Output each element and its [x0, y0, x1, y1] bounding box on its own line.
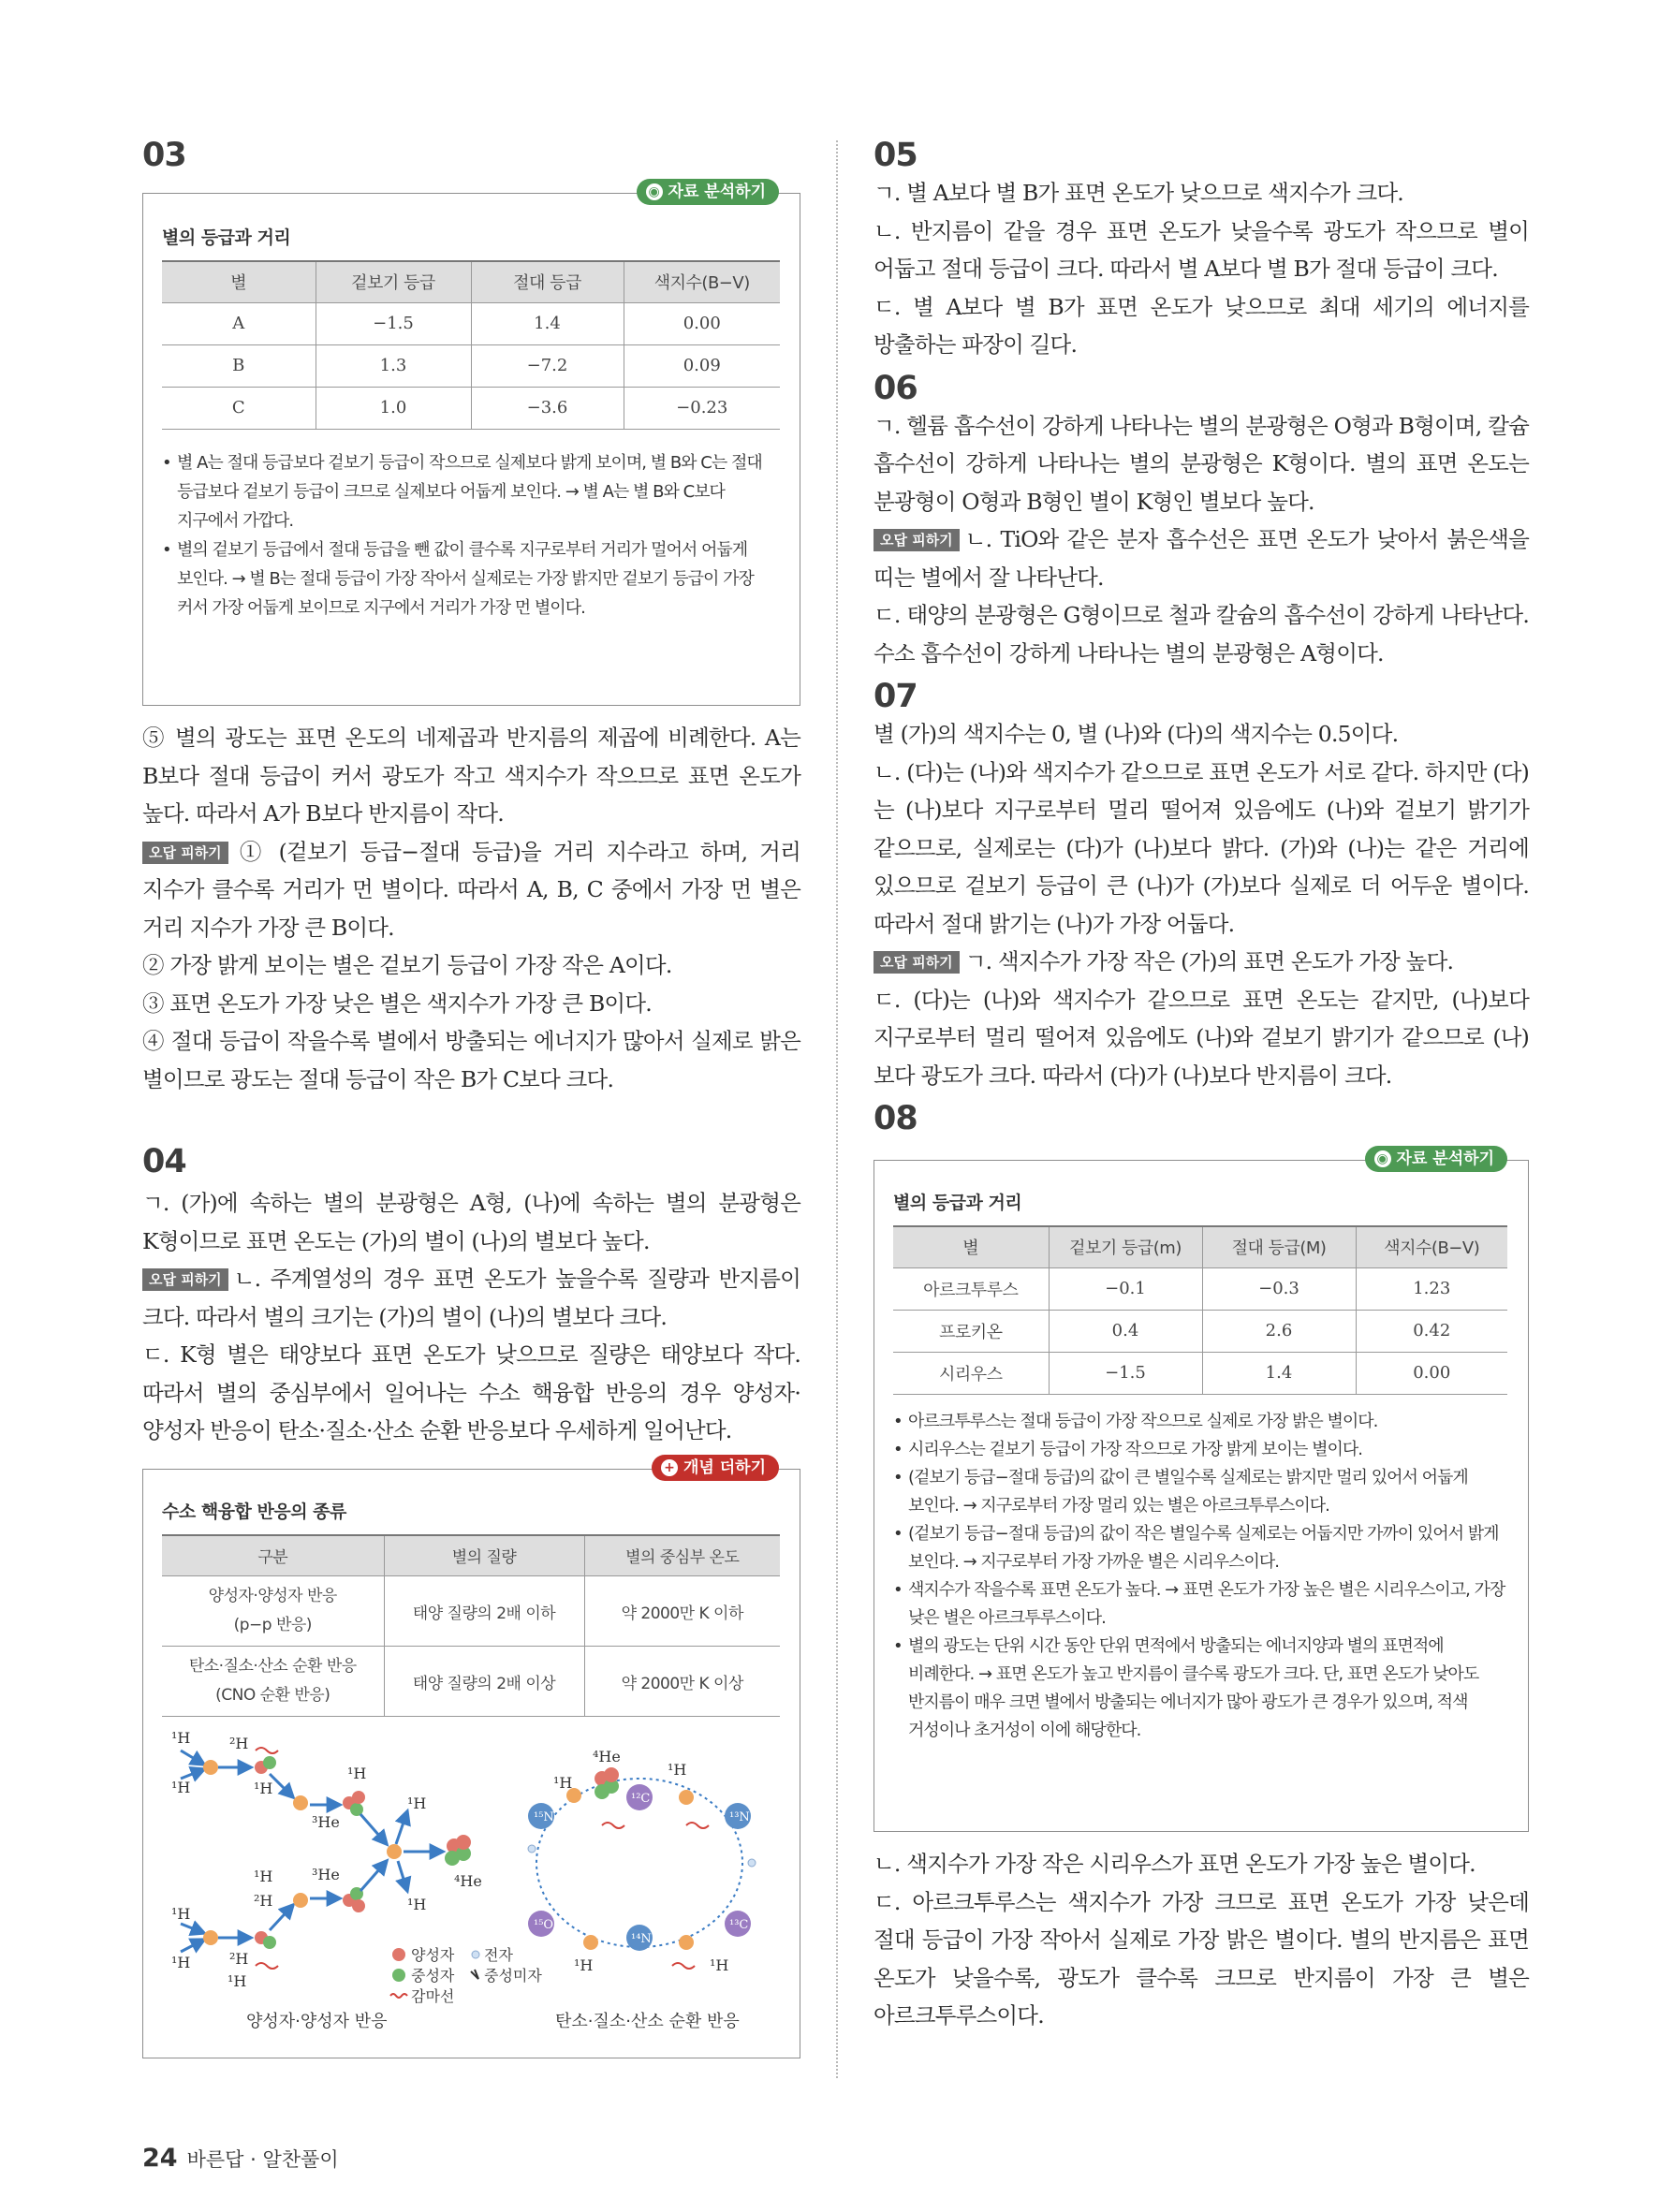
wrong-tag: 오답 피하기 [142, 1268, 228, 1291]
table-cell: 1.0 [316, 387, 471, 429]
table-cell: 0.00 [1356, 1352, 1507, 1394]
box-title: 별의 등급과 거리 [893, 1193, 1022, 1213]
pp-label: ¹H [407, 1795, 427, 1812]
question-number-03: 03 [142, 137, 186, 174]
cno-cycle [528, 1748, 756, 1974]
table-cell: 태양 질량의 2배 이상 [384, 1647, 584, 1717]
cno-label: ⁴He [593, 1748, 621, 1765]
cno-label: ¹³N [729, 1810, 750, 1824]
table-cell: −1.5 [1049, 1352, 1202, 1394]
wrong-answer: 오답 피하기 ㄴ. 주계열성의 경우 표면 온도가 높을수록 질량과 반지름이 크다. 따라서 별의 크기는 (가)의 별이 (나)의 별보다 크다. [142, 1266, 800, 1330]
answer-text: ㄷ. K형 별은 태양보다 표면 온도가 낮으므로 질량은 태양보다 작다. 따라서 별의 중심부에서 일어나는 수소 핵융합 반응의 경우 양성자·양성자 반응이 탄소·질소·산소 순환 반응보다 우세하게 일어난다. [142, 1341, 800, 1443]
legend-label: 감마선 [411, 1987, 455, 2005]
table-header: 절대 등급(M) [1202, 1226, 1356, 1267]
table-row [162, 302, 780, 344]
pp-label: ¹H [254, 1868, 273, 1885]
answer-06 [874, 407, 1529, 673]
book-title: 바른답 · 알찬풀이 [186, 2148, 339, 2171]
table-cell: B [162, 344, 316, 387]
question-number-04: 04 [142, 1143, 186, 1180]
table-header: 별의 중심부 온도 [584, 1535, 780, 1576]
table-cell: A [162, 302, 316, 344]
pp-label: ²H [254, 1892, 273, 1910]
magnitude-table-08 [893, 1225, 1507, 1395]
table-cell: −0.1 [1049, 1267, 1202, 1310]
answer-08 [874, 1845, 1529, 2035]
concept-box-04 [142, 1458, 800, 2058]
table-cell: 0.09 [624, 344, 780, 387]
table-cell: −0.3 [1202, 1267, 1356, 1310]
plus-icon: + [661, 1459, 678, 1476]
cno-label: ¹⁴N [631, 1932, 652, 1946]
table-cell: 양성자·양성자 반응 (p−p 반응) [162, 1576, 384, 1647]
table-row [162, 1647, 780, 1717]
pp-label: ¹H [347, 1765, 367, 1782]
table-header: 절대 등급 [471, 261, 624, 302]
legend [390, 1946, 542, 2005]
table-cell: −7.2 [471, 344, 624, 387]
answer-05 [874, 174, 1529, 364]
answer-text: 별 (가)의 색지수는 0, 별 (나)와 (다)의 색지수는 0.5이다. [874, 721, 1399, 747]
wrong-answer-1: 오답 피하기 ① (겉보기 등급−절대 등급)을 거리 지수라고 하며, 거리 지수가 클수록 거리가 먼 별이다. 따라서 A, B, C 중에서 가장 먼 별은 거리 지수가 가장 큰 B이다. [142, 838, 800, 941]
page-number: 24 [142, 2144, 178, 2173]
table-cell: −1.5 [316, 302, 471, 344]
pp-label: ¹H [228, 1972, 247, 1990]
left-column [142, 139, 800, 2058]
caption-cno: 탄소·질소·산소 순환 반응 [555, 2012, 740, 2031]
wrong-tag: 오답 피하기 [874, 529, 960, 551]
table-cell: 프로키온 [893, 1310, 1049, 1352]
answer-text: ㄱ. (가)에 속하는 별의 분광형은 A형, (나)에 속하는 별의 분광형은 K형이므로 표면 온도는 (가)의 별이 (나)의 별보다 높다. [142, 1190, 800, 1254]
table-header: 별의 질량 [384, 1535, 584, 1576]
pp-label: ¹H [171, 1729, 191, 1747]
right-column [874, 139, 1529, 2035]
table-header: 겉보기 등급 [316, 261, 471, 302]
analysis-notes [893, 1408, 1509, 1745]
badge-circle-icon: ◉ [1374, 1150, 1391, 1167]
question-number-08: 08 [874, 1100, 918, 1137]
table-cell: C [162, 387, 316, 429]
table-header: 색지수(B−V) [1356, 1226, 1507, 1267]
table-header: 겉보기 등급(m) [1049, 1226, 1202, 1267]
table-cell: 1.4 [471, 302, 624, 344]
answer-03 [142, 719, 800, 1098]
cno-label: ¹⁵N [534, 1810, 554, 1824]
badge-data-analysis: ◉ 자료 분석하기 [1365, 1146, 1507, 1172]
fusion-diagram [162, 1722, 780, 2031]
table-cell: 약 2000만 K 이상 [584, 1647, 780, 1717]
wrong-answer-3: ③ 표면 온도가 가장 낮은 별은 색지수가 가장 큰 B이다. [142, 989, 652, 1017]
note-item: • (겉보기 등급−절대 등급)의 값이 큰 별일수록 실제로는 밝지만 멀리 있어서 어둡게 보인다. → 지구로부터 가장 멀리 있는 별은 아르크투루스이다. [893, 1464, 1509, 1520]
pp-label: ²H [229, 1950, 249, 1968]
pp-label: ³He [312, 1866, 340, 1883]
pp-label: ¹H [254, 1780, 273, 1797]
answer-text: ㄷ. 별 A보다 별 B가 표면 온도가 낮으므로 최대 세기의 에너지를 방출하는 파장이 길다. [874, 293, 1529, 358]
box-title: 수소 핵융합 반응의 종류 [162, 1501, 346, 1522]
table-header: 별 [162, 261, 316, 302]
note-item: • 별의 광도는 단위 시간 동안 단위 면적에서 방출되는 에너지양과 별의 표면적에 비례한다. → 표면 온도가 높고 반지름이 클수록 광도가 크다. 단, 표면 온도가 낮아도 반지름이 매우 크면 별에서 방출되는 에너지가 많아 광도가 큰 경우가 있으며, 적색 거성이나 초거성이 이에 해당한다. [893, 1633, 1509, 1745]
pp-label: ¹H [407, 1896, 427, 1913]
answer-text: ㄴ. (다)는 (나)와 색지수가 같으므로 표면 온도가 서로 같다. 하지만 (다)는 (나)보다 지구로부터 멀리 떨어져 있음에도 (나)와 겉보기 밝기가 같으므로, 실제로는 (다)가 (나)보다 밝다. (가)와 (나)는 같은 거리에 있으므로 겉보기 등급이 큰 (나)가 (가)보다 실제로 더 어두운 별이다. 따라서 절대 밝기는 (나)가 가장 어둡다. [874, 758, 1529, 937]
fusion-table [162, 1534, 780, 1718]
table-cell: 시리우스 [893, 1352, 1049, 1394]
cno-label: ¹H [710, 1956, 729, 1974]
answer-text: ㄷ. 아르크투루스는 색지수가 가장 크므로 표면 온도가 가장 낮은데 절대 등급이 가장 작아서 실제로 가장 밝은 별이다. 별의 반지름은 표면 온도가 낮을수록, 광도가 클수록 크므로 반지름이 가장 큰 별은 아르크투루스이다. [874, 1888, 1529, 2029]
wrong-answer-4: ④ 절대 등급이 작을수록 별에서 방출되는 에너지가 많아서 실제로 밝은 별이므로 광도는 절대 등급이 작은 B가 C보다 크다. [142, 1028, 800, 1092]
table-cell: 2.6 [1202, 1310, 1356, 1352]
table-row [162, 1576, 780, 1647]
table-cell: 태양 질량의 2배 이하 [384, 1576, 584, 1647]
column-divider [836, 140, 838, 2078]
answer-text: ㄷ. 태양의 분광형은 G형이므로 철과 칼슘의 흡수선이 강하게 나타난다. 수소 흡수선이 강하게 나타나는 별의 분광형은 A형이다. [874, 602, 1529, 667]
note-item: • (겉보기 등급−절대 등급)의 값이 작은 별일수록 실제로는 어둡지만 가까이 있어서 밝게 보인다. → 지구로부터 가장 가까운 별은 시리우스이다. [893, 1520, 1509, 1576]
legend-label: 중성미자 [484, 1967, 542, 1985]
question-number-06: 06 [874, 369, 918, 407]
table-header: 별 [893, 1226, 1049, 1267]
table-row [893, 1352, 1507, 1394]
badge-circle-icon: ◉ [646, 183, 663, 200]
note-item: • 시리우스는 겉보기 등급이 가장 작으므로 가장 밝게 보이는 별이다. [893, 1436, 1509, 1464]
table-cell: 0.00 [624, 302, 780, 344]
table-cell: −3.6 [471, 387, 624, 429]
data-analysis-box-03 [142, 183, 800, 706]
question-number-05: 05 [874, 137, 918, 174]
pp-label: ³He [312, 1813, 340, 1831]
table-header: 색지수(B−V) [624, 261, 780, 302]
table-cell: 약 2000만 K 이하 [584, 1576, 780, 1647]
legend-label: 중성자 [411, 1967, 455, 1985]
page-footer [142, 2144, 339, 2173]
caption-pp: 양성자·양성자 반응 [246, 2012, 388, 2031]
table-row [162, 387, 780, 429]
table-cell: 아르크투루스 [893, 1267, 1049, 1310]
note-item: • 별의 겉보기 등급에서 절대 등급을 뺀 값이 클수록 지구로부터 거리가 멀어서 어둡게 보인다. → 별 B는 절대 등급이 가장 작아서 실제로는 가장 밝지만 겉보기 등급이 가장 커서 가장 어둡게 보이므로 지구에서 거리가 가장 먼 별이다. [162, 535, 781, 623]
answer-text: ㄴ. 반지름이 같을 경우 표면 온도가 낮을수록 광도가 작으므로 별이 어둡고 절대 등급이 크다. 따라서 별 A보다 별 B가 절대 등급이 크다. [874, 217, 1529, 282]
table-cell: 1.23 [1356, 1267, 1507, 1310]
wrong-tag: 오답 피하기 [142, 842, 228, 864]
answer-04 [142, 1184, 800, 1450]
pp-label: ⁴He [454, 1872, 482, 1890]
data-analysis-box-08 [874, 1150, 1529, 1832]
note-item: • 별 A는 절대 등급보다 겉보기 등급이 작으므로 실제보다 밝게 보이며, 별 B와 C는 절대 등급보다 겉보기 등급이 크므로 실제보다 어둡게 보인다. → 별 A는 별 B와 C보다 지구에서 가깝다. [162, 448, 781, 535]
table-cell: 0.42 [1356, 1310, 1507, 1352]
wrong-answer: 오답 피하기 ㄴ. TiO와 같은 분자 흡수선은 표면 온도가 낮아서 붉은색을 띠는 별에서 잘 나타난다. [874, 526, 1529, 591]
cno-label: ¹²C [631, 1792, 651, 1806]
pp-label: ¹H [171, 1954, 191, 1971]
answer-text: ⑤ 별의 광도는 표면 온도의 네제곱과 반지름의 제곱에 비례한다. A는 B보다 절대 등급이 커서 광도가 작고 색지수가 작으므로 표면 온도가 높다. 따라서 A가 B보다 반지름이 작다. [142, 725, 800, 827]
question-number-07: 07 [874, 678, 918, 715]
answer-07 [874, 715, 1529, 1094]
wrong-tag: 오답 피하기 [874, 951, 960, 974]
table-row [893, 1310, 1507, 1352]
cno-label: ¹H [668, 1761, 687, 1779]
pp-label: ¹H [171, 1905, 191, 1923]
table-cell: 0.4 [1049, 1310, 1202, 1352]
cno-label: ¹H [574, 1956, 594, 1974]
note-item: • 색지수가 작을수록 표면 온도가 높다. → 표면 온도가 가장 높은 별은 시리우스이고, 가장 낮은 별은 아르크투루스이다. [893, 1576, 1509, 1633]
answer-text: ㄷ. (다)는 (나)와 색지수가 같으므로 표면 온도는 같지만, (나)보다 지구로부터 멀리 떨어져 있음에도 (나)와 겉보기 밝기가 같으므로 (나)보다 광도가 크다. 따라서 (다)가 (나)보다 반지름이 크다. [874, 986, 1529, 1089]
note-item: • 아르크투루스는 절대 등급이 가장 작으므로 실제로 가장 밝은 별이다. [893, 1408, 1509, 1436]
pp-label: ¹H [171, 1779, 191, 1796]
badge-concept-plus: + 개념 더하기 [652, 1455, 779, 1481]
table-cell: 1.4 [1202, 1352, 1356, 1394]
magnitude-table-03 [162, 260, 780, 430]
cno-label: ¹⁵O [534, 1918, 554, 1932]
cno-label: ¹³C [729, 1918, 749, 1932]
table-header: 구분 [162, 1535, 384, 1576]
table-cell: 1.3 [316, 344, 471, 387]
table-row [162, 344, 780, 387]
wrong-answer: 오답 피하기 ㄱ. 색지수가 가장 작은 (가)의 표면 온도가 가장 높다. [874, 943, 1529, 981]
box-title: 별의 등급과 거리 [162, 227, 291, 248]
wrong-answer-2: ② 가장 밝게 보이는 별은 겉보기 등급이 가장 작은 A이다. [142, 952, 672, 978]
answer-text: ㄴ. 색지수가 가장 작은 시리우스가 표면 온도가 가장 높은 별이다. [874, 1851, 1475, 1877]
cno-label: ¹H [553, 1774, 573, 1792]
table-cell: −0.23 [624, 387, 780, 429]
pp-label: ²H [229, 1735, 249, 1752]
legend-label: 전자 [484, 1946, 513, 1964]
analysis-notes [162, 448, 781, 623]
badge-data-analysis: ◉ 자료 분석하기 [637, 179, 779, 205]
table-cell: 탄소·질소·산소 순환 반응 (CNO 순환 반응) [162, 1647, 384, 1717]
answer-text: ㄱ. 별 A보다 별 B가 표면 온도가 낮으므로 색지수가 크다. [874, 180, 1403, 206]
answer-text: ㄱ. 헬륨 흡수선이 강하게 나타나는 별의 분광형은 O형과 B형이며, 칼슘 흡수선이 강하게 나타나는 별의 분광형은 K형이다. 별의 표면 온도는 분광형이 O형과 B형인 별이 K형인 별보다 높다. [874, 412, 1529, 515]
table-row [893, 1267, 1507, 1310]
legend-label: 양성자 [411, 1946, 455, 1964]
